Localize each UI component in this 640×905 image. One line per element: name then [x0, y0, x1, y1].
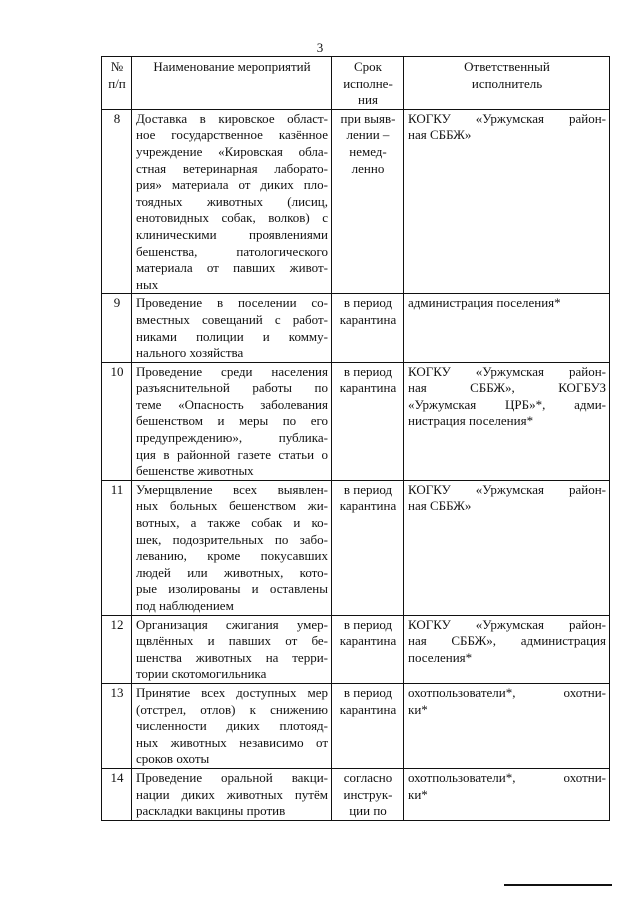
- table-row: [102, 362, 610, 480]
- measure-name: [132, 109, 332, 294]
- row-number: 9: [102, 294, 132, 362]
- text-line: шек, подозрительных по забо-: [136, 531, 328, 547]
- header-num: [102, 57, 132, 110]
- measure-name: [132, 683, 332, 768]
- text-line: карантина: [339, 633, 397, 649]
- text-line: щвлённых и павших от бе-: [136, 633, 328, 649]
- text-line: ная СББЖ», КОГБУЗ: [408, 380, 606, 396]
- text-line: шенства животных на терри-: [136, 649, 328, 665]
- text-line: лении –: [346, 127, 390, 143]
- deadline: [332, 615, 404, 683]
- measure-name: [132, 294, 332, 362]
- text-line: Проведение среди населения: [136, 363, 328, 379]
- text-line: тории скотомогильника: [136, 666, 267, 682]
- deadline: [332, 768, 404, 820]
- text-line: №: [110, 59, 124, 74]
- measure-name: [132, 615, 332, 683]
- text-line: Умерщвление всех выявлен-: [136, 481, 328, 497]
- deadline: [332, 683, 404, 768]
- text-line: поселения*: [408, 649, 473, 665]
- row-number: 8: [102, 109, 132, 294]
- text-line: ки*: [408, 701, 428, 717]
- text-line: в период: [343, 295, 393, 311]
- row-number: 11: [102, 480, 132, 615]
- text-line: нального хозяйства: [136, 345, 244, 361]
- responsible: [404, 109, 610, 294]
- text-line: ная СББЖ»: [408, 498, 472, 514]
- text-line: рия» материала от диких пло-: [136, 177, 328, 193]
- text-line: администрация поселения*: [408, 295, 561, 311]
- table-row: [102, 480, 610, 615]
- measures-table: [101, 56, 610, 821]
- text-line: при выяв-: [340, 110, 396, 126]
- text-line: в период: [343, 481, 393, 497]
- measure-name: [132, 362, 332, 480]
- measure-name: [132, 768, 332, 820]
- responsible: [404, 362, 610, 480]
- text-line: карантина: [339, 380, 397, 396]
- text-line: ции по: [349, 803, 387, 819]
- text-line: ная СББЖ», администрация: [408, 633, 606, 649]
- text-line: п/п: [108, 75, 126, 91]
- text-line: леванию, кроме покусавших: [136, 548, 328, 564]
- deadline: [332, 109, 404, 294]
- header-responsible: [404, 57, 610, 110]
- text-line: КОГКУ «Уржумская район-: [408, 363, 606, 379]
- text-line: разъяснительной работы по: [136, 380, 328, 396]
- text-line: бешенством и меры по его: [136, 413, 328, 429]
- measure-name: [132, 480, 332, 615]
- row-number: 14: [102, 768, 132, 820]
- text-line: теме «Опасность заболевания: [136, 396, 328, 412]
- text-line: КОГКУ «Уржумская район-: [408, 481, 606, 497]
- table-row: [102, 683, 610, 768]
- text-line: вместных совещаний с работ-: [136, 311, 328, 327]
- text-line: ки*: [408, 786, 428, 802]
- text-line: карантина: [339, 498, 397, 514]
- text-line: предупреждению», публика-: [136, 430, 328, 446]
- text-line: КОГКУ «Уржумская район-: [408, 110, 606, 126]
- table-row: [102, 294, 610, 362]
- text-line: стная ветеринарная лаборато-: [136, 160, 328, 176]
- page-number: 3: [316, 40, 324, 55]
- text-line: клиническими проявлениями: [136, 226, 328, 242]
- text-line: в период: [343, 616, 393, 632]
- responsible: [404, 683, 610, 768]
- responsible: [404, 294, 610, 362]
- deadline: [332, 294, 404, 362]
- table-header-row: [102, 57, 610, 110]
- text-line: Ответственный: [464, 59, 550, 74]
- text-line: исполне-: [343, 75, 393, 91]
- text-line: енотовидных собак, волков) с: [136, 210, 328, 226]
- text-line: нистрация поселения*: [408, 413, 534, 429]
- table-row: [102, 615, 610, 683]
- text-line: раскладки вакцины против: [136, 803, 286, 819]
- text-line: вотных, а также собак и ко-: [136, 515, 328, 531]
- text-line: ных: [136, 276, 159, 292]
- header-name: [132, 57, 332, 110]
- footer-rule: [504, 884, 612, 886]
- text-line: ных больных бешенством жи-: [136, 498, 328, 514]
- text-line: ния: [358, 92, 378, 108]
- text-line: исполнитель: [471, 75, 543, 91]
- text-line: ная СББЖ»: [408, 127, 472, 143]
- text-line: КОГКУ «Уржумская район-: [408, 616, 606, 632]
- responsible: [404, 480, 610, 615]
- text-line: бешенства, патологического: [136, 243, 328, 259]
- text-line: немед-: [349, 143, 387, 159]
- text-line: в период: [343, 363, 393, 379]
- text-line: карантина: [339, 311, 397, 327]
- text-line: учреждение «Кировская обла-: [136, 143, 328, 159]
- row-number: 12: [102, 615, 132, 683]
- text-line: охотпользователи*, охотни-: [408, 769, 606, 785]
- text-line: Доставка в кировское област-: [136, 110, 328, 126]
- row-number: 10: [102, 362, 132, 480]
- text-line: в период: [343, 684, 393, 700]
- text-line: ное государственное казённое: [136, 127, 328, 143]
- text-line: «Уржумская ЦРБ»*, адми-: [408, 396, 606, 412]
- responsible: [404, 768, 610, 820]
- text-line: нации диких животных путём: [136, 786, 328, 802]
- text-line: рые изолированы и оставлены: [136, 581, 328, 597]
- text-line: под наблюдением: [136, 598, 234, 613]
- text-line: бешенстве животных: [136, 463, 254, 479]
- text-line: сроков охоты: [136, 751, 210, 767]
- text-line: Проведение в поселении со-: [136, 295, 328, 311]
- text-line: (отстрел, отлов) к снижению: [136, 701, 328, 717]
- text-line: ных животных независимо от: [136, 734, 328, 750]
- text-line: инструк-: [343, 786, 393, 802]
- text-line: Срок: [354, 59, 382, 74]
- text-line: ленно: [351, 160, 385, 176]
- text-line: материала от павших живот-: [136, 260, 328, 276]
- table-row: [102, 768, 610, 820]
- text-line: карантина: [339, 701, 397, 717]
- responsible: [404, 615, 610, 683]
- text-line: тоядных животных (лисиц,: [136, 193, 328, 209]
- text-line: Проведение оральной вакци-: [136, 769, 328, 785]
- row-number: 13: [102, 683, 132, 768]
- text-line: никами полиции и комму-: [136, 328, 328, 344]
- text-line: людей или животных, кото-: [136, 564, 328, 580]
- text-line: численности диких плотояд-: [136, 718, 328, 734]
- deadline: [332, 480, 404, 615]
- text-line: охотпользователи*, охотни-: [408, 684, 606, 700]
- text-line: ция в районной газете статьи о: [136, 446, 328, 462]
- text-line: согласно: [343, 769, 393, 785]
- text-line: Принятие всех доступных мер: [136, 684, 328, 700]
- deadline: [332, 362, 404, 480]
- text-line: Организация сжигания умер-: [136, 616, 328, 632]
- text-line: Наименование мероприятий: [153, 59, 311, 74]
- table-row: [102, 109, 610, 294]
- header-term: [332, 57, 404, 110]
